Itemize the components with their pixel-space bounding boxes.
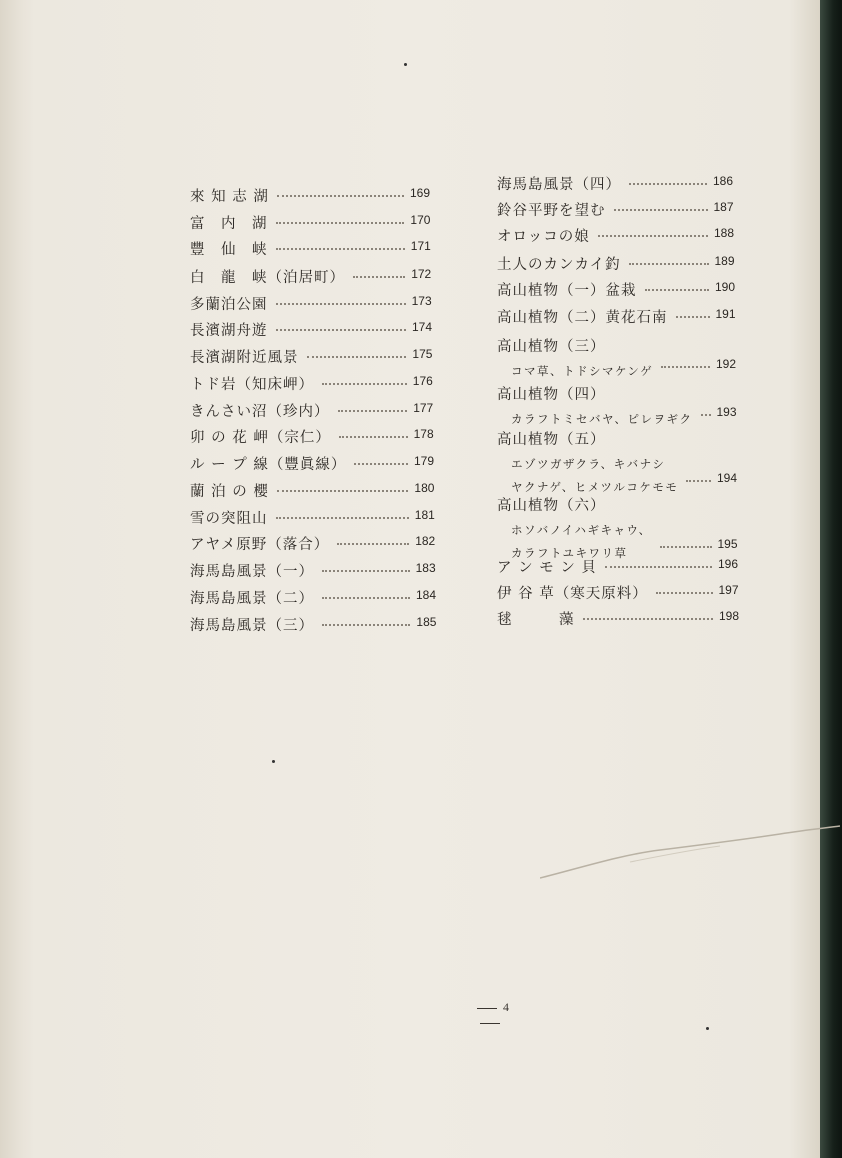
toc-entry [497,608,575,629]
toc-entry [190,185,269,206]
toc-entry [497,582,648,603]
toc-entry-title: 海馬島風景（二） [190,591,314,607]
toc-leader-dots [629,183,707,185]
toc-entry-title: 高山植物（六） [497,498,606,514]
toc-leader-dots [322,383,407,385]
toc-page-number: 178 [413,427,434,441]
toc-page-number: 185 [416,615,437,629]
toc-page-number: 176 [412,374,433,388]
toc-leader-dots [339,436,408,438]
toc-entry-title: 蘭 泊 の 櫻 [190,484,269,500]
toc-entry-title: 伊 谷 草（寒天原料） [497,586,648,602]
toc-entry-title: 海馬島風景（四） [497,177,621,193]
toc-leader-dots [307,356,407,358]
toc-entry-title: 高山植物（五） [497,432,606,448]
toc-entry-title: 卯 の 花 岬（宗仁） [190,430,331,446]
toc-entry [190,346,299,367]
toc-page-number: 174 [412,320,433,334]
toc-leader-dots [629,263,709,265]
toc-entry-title: きんさい沼（珍内） [190,404,330,420]
toc-page-number: 175 [412,347,433,361]
toc-entry [190,560,314,581]
toc-page-number: 188 [714,226,735,240]
toc-entry [190,426,331,447]
toc-leader-dots [338,410,408,412]
page-number: 4 [460,1000,520,1030]
page-edge [0,0,34,1158]
toc-page-number: 192 [716,357,737,371]
toc-page-number: 190 [715,280,736,294]
toc-entry-subtitle: コマ草、トドシマケンゲ [511,364,654,378]
toc-entry-title: 海馬島風景（三） [190,618,314,634]
toc-entry [190,533,329,554]
toc-page-number: 170 [410,213,431,227]
toc-page-number: 187 [713,200,734,214]
toc-entry [497,199,606,220]
toc-entry [190,319,268,340]
toc-entry-subtitle: ホソバノイハギキャウ、 [511,523,652,537]
toc-entry [497,494,652,561]
toc-entry [497,428,678,495]
toc-entry-title: 多蘭泊公園 [190,297,268,313]
toc-page-number: 196 [718,557,739,571]
paper-speck [272,760,275,763]
toc-leader-dots [276,329,407,331]
toc-leader-dots [322,570,410,572]
toc-entry-title: 高山植物（二）黄花石南 [497,310,668,326]
toc-page-number: 181 [414,508,435,522]
toc-leader-dots [701,414,711,416]
toc-entry-title: 長濱湖舟遊 [190,323,268,339]
toc-entry [190,587,314,608]
toc-page-number: 197 [718,583,739,597]
toc-entry-title: 毬 藻 [497,612,575,628]
toc-leader-dots [661,366,710,368]
toc-entry-subtitle: カラフトユキワリ草 [511,546,628,560]
toc-page-number: 194 [717,471,738,485]
toc-leader-dots [605,566,712,568]
toc-entry-title: 富 内 湖 [190,216,268,232]
toc-entry-title: 高山植物（四） [497,387,606,403]
toc-page-number: 184 [416,588,437,602]
toc-entry [190,266,345,287]
toc-entry-title: 高山植物（一）盆栽 [497,283,637,299]
toc-page-number: 173 [411,294,432,308]
toc-leader-dots [276,222,405,224]
toc-leader-dots [645,289,710,291]
toc-entry-title: 長濱湖附近風景 [190,350,299,366]
toc-page-number: 177 [413,401,434,415]
toc-entry [497,253,621,274]
toc-entry-title: トド岩（知床岬） [190,377,314,393]
toc-entry-title: オロッコの娘 [497,229,590,245]
toc-entry-title: ル ー プ 線（豐眞線） [190,457,347,473]
toc-entry-title: ア ン モ ン 貝 [497,560,597,576]
toc-entry [190,212,268,233]
toc-entry [190,614,314,635]
toc-entry [497,335,653,379]
toc-entry-title: 高山植物（三） [497,339,606,355]
toc-leader-dots [583,618,714,620]
toc-page-number: 189 [714,254,735,268]
toc-page-number: 183 [415,561,436,575]
toc-leader-dots [322,624,410,626]
toc-page-number: 186 [713,174,734,188]
toc-page-number: 191 [715,307,736,321]
toc-page-number: 179 [414,454,435,468]
toc-entry-title: 土人のカンカイ釣 [497,257,621,273]
toc-leader-dots [276,303,406,305]
toc-entry-title: 雪の突阻山 [190,511,268,527]
paper-crease [540,820,840,880]
toc-entry-title: 豐 仙 峡 [190,242,268,258]
toc-page-number: 172 [411,267,432,281]
toc-entry [497,225,590,246]
toc-entry [190,453,346,474]
toc-entry [497,279,637,300]
toc-leader-dots [276,248,405,250]
toc-entry [497,173,621,194]
toc-page-number: 180 [414,481,435,495]
toc-entry [497,383,693,427]
binding-spine [820,0,842,1158]
paper-speck [706,1027,709,1030]
toc-page-number: 171 [410,239,431,253]
toc-leader-dots [660,546,712,548]
toc-entry-title: 鈴谷平野を望む [497,203,606,219]
toc-entry-title: 海馬島風景（一） [190,564,314,580]
toc-leader-dots [337,543,409,545]
toc-entry [497,306,668,327]
toc-entry [190,507,268,528]
toc-entry-title: アヤメ原野（落合） [190,537,330,553]
toc-leader-dots [276,517,409,519]
toc-leader-dots [353,276,405,278]
toc-entry-title: 白 龍 峡（泊居町） [190,270,345,286]
toc-entry-subtitle: カラフトミセバヤ、ピレヲギク [511,412,693,426]
toc-entry [497,556,597,577]
toc-entry-title: 來 知 志 湖 [190,189,269,205]
toc-leader-dots [322,597,410,599]
toc-page-number: 193 [716,405,737,419]
toc-leader-dots [686,480,711,482]
toc-leader-dots [598,235,708,237]
toc-leader-dots [676,316,710,318]
toc-page-number: 169 [410,186,431,200]
toc-entry [190,373,314,394]
toc-entry [190,293,268,314]
toc-entry [190,400,330,421]
toc-page-number: 195 [717,537,738,551]
toc-entry-subtitle: ヤクナゲ、ヒメツルコケモモ [511,480,679,494]
toc-leader-dots [277,490,409,492]
toc-page-number: 182 [415,534,436,548]
toc-leader-dots [614,209,708,211]
toc-leader-dots [656,592,713,594]
toc-entry [190,238,268,259]
paper-speck [404,63,407,66]
toc-entry-subtitle: エゾツガザクラ、キバナシ [511,457,666,471]
toc-page-number: 198 [719,609,740,623]
toc-entry [190,480,269,501]
toc-leader-dots [277,195,404,197]
toc-leader-dots [354,463,408,465]
